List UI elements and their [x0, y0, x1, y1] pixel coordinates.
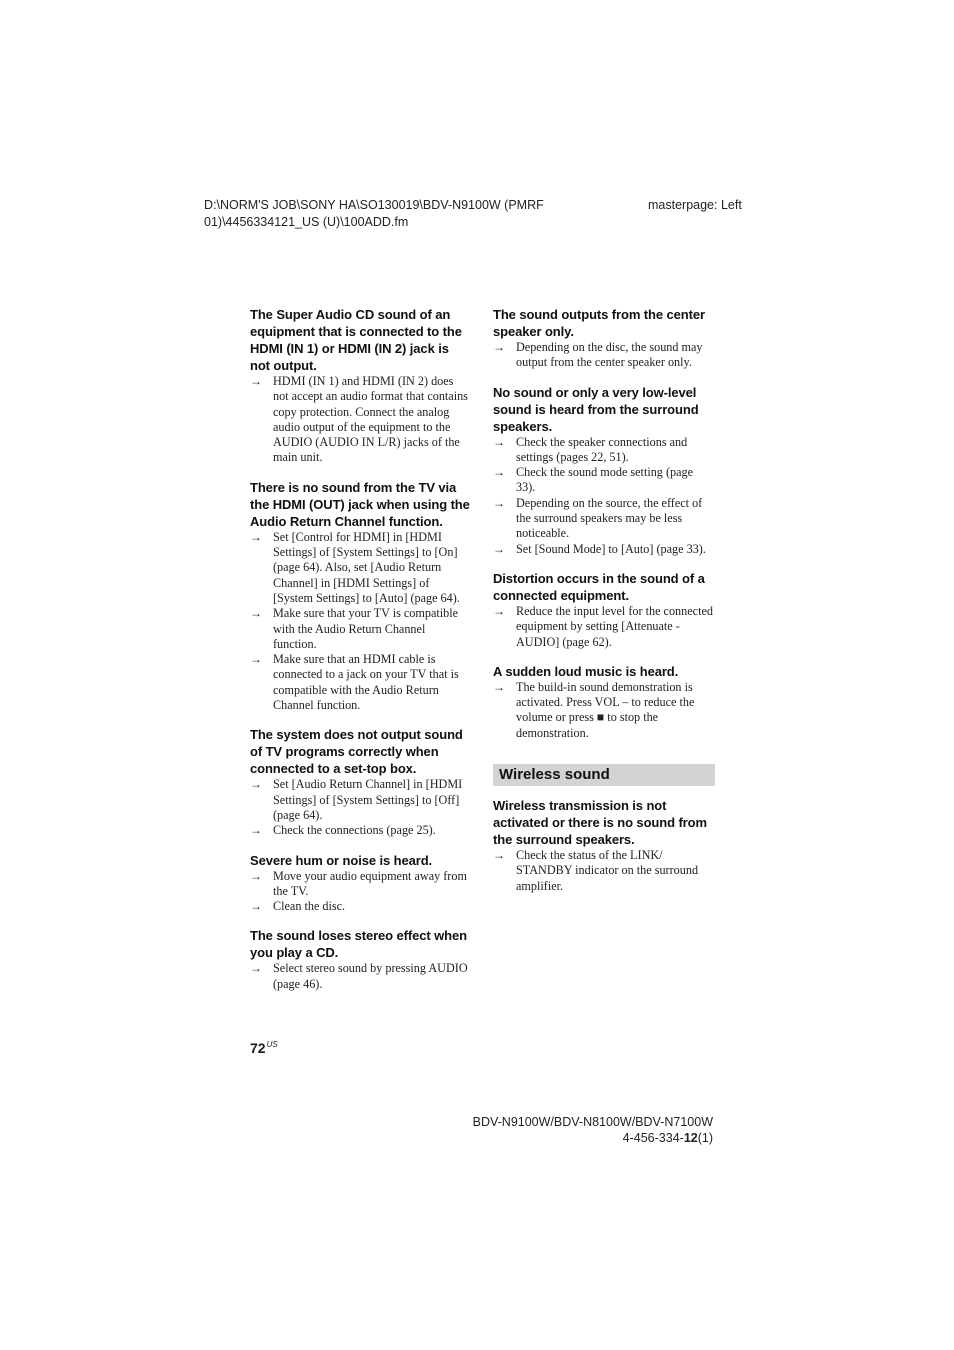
solution-item	[493, 604, 715, 650]
section-heading: Severe hum or noise is heard.	[250, 852, 433, 868]
arrow-icon: →	[250, 529, 262, 544]
solution-item	[250, 777, 472, 823]
section-heading: The sound loses stereo effect when you play a CD.	[250, 928, 467, 961]
solution-text: Check the status of the LINK/ STANDBY indicator on the surround amplifier.	[516, 848, 699, 893]
solution-item	[493, 496, 715, 542]
arrow-icon: →	[250, 868, 262, 883]
solution-item	[493, 465, 715, 496]
solution-text: Check the connections (page 25).	[273, 823, 436, 838]
arrow-icon: →	[250, 899, 262, 914]
solution-item	[493, 340, 715, 371]
arrow-icon: →	[493, 465, 505, 480]
footer-code	[623, 1130, 713, 1146]
section-heading: The sound outputs from the center speaker only.	[493, 307, 705, 339]
arrow-icon: →	[493, 541, 505, 556]
solution-item	[493, 435, 715, 466]
solution-item	[250, 374, 472, 466]
solution-text: Move your audio equipment away from the TV.	[273, 868, 467, 898]
section-heading: There is no sound from the TV via the HDMI (OUT) jack when using the Audio Return Channel function.	[250, 479, 470, 529]
solution-item	[250, 961, 472, 992]
arrow-icon: →	[250, 823, 262, 838]
solution-text: Set [Sound Mode] to [Auto] (page 33).	[516, 541, 706, 556]
solution-item	[493, 848, 715, 894]
arrow-icon: →	[493, 495, 505, 510]
troubleshooting-section	[250, 852, 472, 915]
footer-models: BDV-N9100W/BDV-N8100W/BDV-N7100W	[472, 1115, 713, 1129]
solution-item	[493, 680, 715, 741]
troubleshooting-section	[493, 663, 715, 741]
solution-text: Set [Control for HDMI] in [HDMI Settings] of [System Settings] to [On] (page 64). Also, set [Audio Return Channel] in [HDMI Settings] of [System Settings] to [Auto] (page 64).	[273, 529, 460, 605]
arrow-icon: →	[493, 848, 505, 863]
solution-text: Depending on the disc, the sound may output from the center speaker only.	[516, 340, 703, 370]
right-column-sections	[493, 306, 715, 741]
troubleshooting-section	[250, 726, 472, 838]
arrow-icon: →	[493, 679, 505, 694]
arrow-icon: →	[250, 606, 262, 621]
arrow-icon: →	[493, 603, 505, 618]
right-column	[493, 306, 715, 907]
footer-code-suffix: (1)	[697, 1131, 713, 1145]
solution-text: Select stereo sound by pressing AUDIO (page 46).	[273, 961, 468, 991]
page-number-value: 72	[250, 1040, 266, 1056]
arrow-icon: →	[250, 374, 262, 388]
arrow-icon: →	[250, 652, 262, 667]
solution-item	[250, 606, 472, 652]
solution-item	[250, 869, 472, 900]
wireless-sections	[493, 797, 715, 894]
solution-text: The build-in sound demonstration is activated. Press VOL – to reduce the volume or press ■ to stop the demonstration.	[516, 679, 695, 740]
footer-code-bold: 12	[683, 1131, 698, 1145]
troubleshooting-section	[493, 797, 715, 894]
arrow-icon: →	[493, 340, 505, 354]
left-column	[250, 306, 472, 1005]
solution-item	[250, 823, 472, 838]
section-heading: Distortion occurs in the sound of a connected equipment.	[493, 570, 705, 603]
page-number-suffix: US	[266, 1040, 278, 1049]
section-heading: Wireless transmission is not activated or there is no sound from the surround speakers.	[493, 798, 707, 848]
arrow-icon: →	[250, 777, 262, 792]
troubleshooting-section	[493, 570, 715, 650]
solution-text: Check the sound mode setting (page 33).	[516, 465, 694, 495]
solution-item	[250, 899, 472, 914]
arrow-icon: →	[493, 434, 505, 449]
file-path-header: D:\NORM'S JOB\SONY HA\SO130019\BDV-N9100W (PMRF 01)\4456334121_US (U)\100ADD.fm	[204, 198, 544, 229]
solution-text: Check the speaker connections and settings (pages 22, 51).	[516, 434, 688, 464]
section-heading: The system does not output sound of TV programs correctly when connected to a set-top box.	[250, 727, 463, 777]
section-heading: No sound or only a very low-level sound is heard from the surround speakers.	[493, 384, 699, 434]
solution-text: Reduce the input level for the connected equipment by setting [Attenuate - AUDIO] (page 62).	[516, 603, 713, 649]
masterpage-label: masterpage: Left	[648, 198, 742, 212]
solution-item	[250, 652, 472, 713]
troubleshooting-section	[250, 479, 472, 714]
solution-text: HDMI (IN 1) and HDMI (IN 2) does not accept an audio format that contains copy protection. Connect the analog audio output of the equipment to the AUDIO (AUDIO IN L/R) jacks of the main unit.	[273, 374, 468, 465]
solution-text: Set [Audio Return Channel] in [HDMI Settings] of [System Settings] to [Off] (page 64).	[273, 777, 463, 822]
section-heading: The Super Audio CD sound of an equipment that is connected to the HDMI (IN 1) or HDMI (IN 2) jack is not output.	[250, 307, 462, 373]
troubleshooting-section	[250, 306, 472, 466]
solution-text: Clean the disc.	[273, 899, 346, 914]
solution-text: Depending on the source, the effect of the surround speakers may be less noticeable.	[516, 495, 703, 541]
solution-text: Make sure that an HDMI cable is connected to a jack on your TV that is compatible with the Audio Return Channel function.	[273, 652, 459, 713]
section-heading: A sudden loud music is heard.	[493, 663, 679, 679]
solution-text: Make sure that your TV is compatible with the Audio Return Channel function.	[273, 606, 459, 651]
solution-item	[493, 542, 715, 557]
troubleshooting-section	[250, 927, 472, 992]
arrow-icon: →	[250, 961, 262, 976]
troubleshooting-section	[493, 306, 715, 371]
footer-code-prefix: 4-456-334-	[622, 1131, 684, 1145]
wireless-sound-section-bar: Wireless sound	[493, 764, 715, 786]
page-number	[250, 1040, 278, 1056]
troubleshooting-section	[493, 384, 715, 557]
solution-item	[250, 530, 472, 606]
